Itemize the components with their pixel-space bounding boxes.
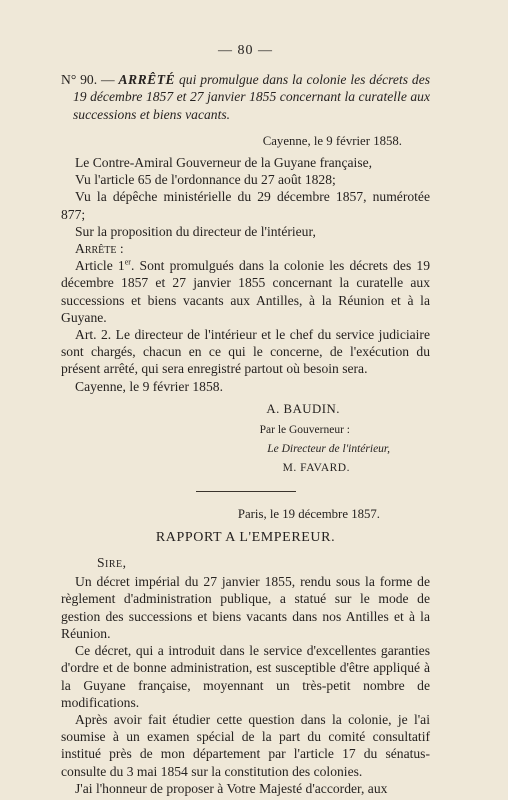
- preamble-governor-text: Le Contre-Amiral Gouverneur de la Guyane française,: [75, 155, 373, 171]
- decree-number: N° 90. —: [61, 72, 115, 88]
- page-number: — 80 —: [218, 43, 273, 58]
- preamble-visa-2: Vu la dépêche ministérielle du 29 décembre 1857, numérotée 877;: [61, 189, 430, 222]
- report-salutation: Sire,: [97, 555, 127, 571]
- decree-dateline: Cayenne, le 9 février 1858.: [262, 133, 402, 148]
- article-1-sup: er: [124, 257, 131, 267]
- signature-director-name: M. FAVARD.: [282, 462, 350, 475]
- signature-director-title: Le Directeur de l'intérieur,: [267, 443, 390, 456]
- signature-by: Par le Gouverneur :: [259, 424, 350, 437]
- article-1-text: . Sont promulgués dans la colonie les décrets des 19 décembre 1857 et 27 janvier 1855 concernant la curatelle aux successions et biens vacants aux Antilles, à la Réunion et à la Guyane.: [61, 258, 431, 325]
- article-1: [61, 257, 430, 326]
- decree-type: ARRÊTÉ: [118, 72, 176, 88]
- article-1-label: Article 1: [75, 258, 125, 274]
- decree-heading: [61, 71, 430, 123]
- preamble-governor: [61, 154, 430, 171]
- closing-date: Cayenne, le 9 février 1858.: [75, 378, 223, 394]
- report-paragraph-4: J'ai l'honneur de proposer à Votre Majesté d'accorder, aux: [75, 780, 388, 796]
- report-paragraph-2: Ce décret, qui a introduit dans le service d'excellentes garanties d'ordre et de bonne administration, est susceptible d'être appliqué à la Guyane française, moyennant un très-petit nombre de modifications.: [61, 643, 430, 710]
- section-divider: [196, 491, 296, 492]
- decree-subject: qui promulgue dans la colonie les décrets des 19 décembre 1857 et 27 janvier 1855 concernant la curatelle aux successions et biens vacants.: [73, 72, 431, 122]
- preamble-visa-1: Vu l'article 65 de l'ordonnance du 27 août 1828;: [75, 172, 336, 188]
- arrete-label: Arrête :: [75, 241, 124, 257]
- preamble-proposal: Sur la proposition du directeur de l'intérieur,: [75, 223, 316, 239]
- report-paragraph-3: Après avoir fait étudier cette question dans la colonie, je l'ai soumise à un examen spécial de la part du comité consultatif institué près de mon département par l'article 17 du sénatus-consulte du 3 mai 1854 sur la constitution des colonies.: [61, 711, 430, 779]
- report-paragraph-1: Un décret impérial du 27 janvier 1855, rendu sous la forme de règlement d'administration publique, a statué sur le mode de gestion des successions et biens vacants dans nos Antilles et à la Réunion.: [61, 574, 430, 641]
- report-title: RAPPORT A L'EMPEREUR.: [155, 529, 336, 545]
- signature-name: A. BAUDIN.: [266, 401, 340, 416]
- report-dateline: Paris, le 19 décembre 1857.: [237, 506, 380, 521]
- article-2: Art. 2. Le directeur de l'intérieur et le chef du service judiciaire sont chargés, chacun en ce qui le concerne, de l'exécution du présent arrêté, qui sera enregistré partout où besoin sera.: [61, 327, 430, 377]
